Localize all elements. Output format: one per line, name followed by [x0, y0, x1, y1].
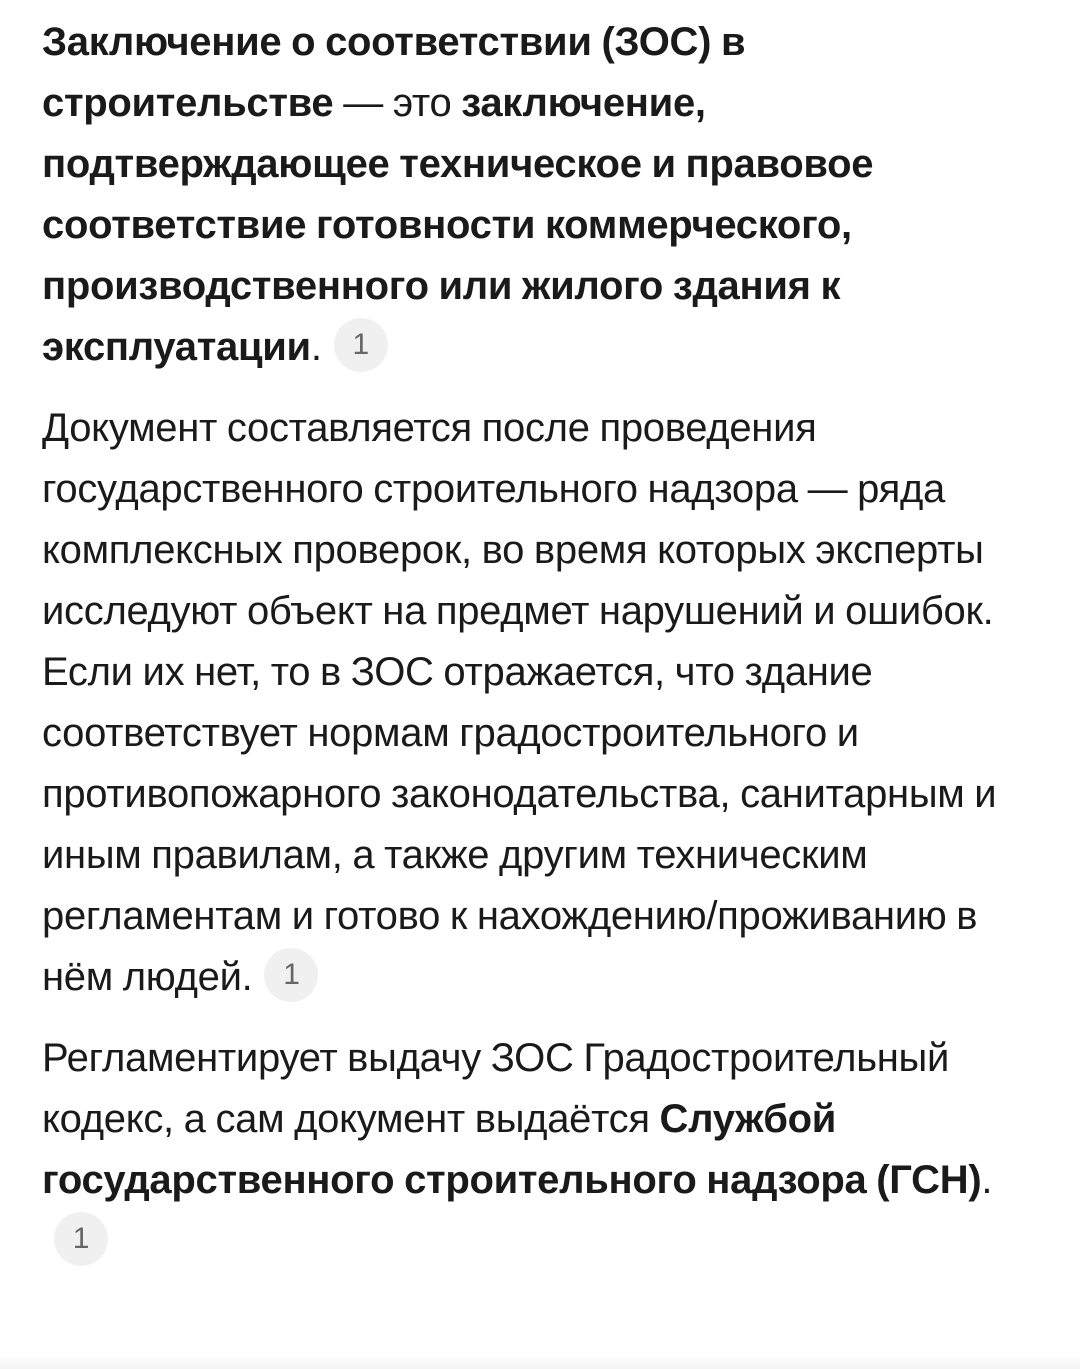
answer-content — [42, 12, 1042, 1292]
period: . — [981, 1158, 993, 1202]
citation-badge[interactable]: 1 — [264, 948, 318, 1002]
term-zos: Заключение о соответствии (ЗОС) в строительстве — [42, 20, 746, 125]
bottom-edge — [0, 1355, 1080, 1369]
issuer-name: Службой государственного строительного надзора (ГСН) — [42, 1097, 982, 1202]
paragraph-definition — [42, 12, 1042, 378]
citation-badge[interactable]: 1 — [54, 1212, 108, 1266]
period: . — [310, 325, 322, 369]
paragraph-process — [42, 398, 1042, 1008]
definition-text: заключение, подтверждающее техническое и правовое соответствие готовности коммерческого, производственного или жилого здания к эксплуатации — [42, 81, 874, 369]
regulation-text: Регламентирует выдачу ЗОС Градостроительный кодекс, а сам документ выдаётся — [42, 1036, 950, 1141]
citation-badge[interactable]: 1 — [334, 318, 388, 372]
text-connector: — это — [333, 81, 462, 125]
paragraph-regulation — [42, 1028, 1042, 1272]
process-text: Документ составляется после проведения государственного строительного надзора — ряда комплексных проверок, во время которых эксперты исследуют объект на предмет нарушений и ошибок. Если их нет, то в ЗОС отражается, что здание соответствует нормам градостроительного и противопожарного законодательства, санитарным и иным правилам, а также другим техническим регламентам и готово к нахождению/проживанию в нём людей. — [42, 406, 997, 999]
